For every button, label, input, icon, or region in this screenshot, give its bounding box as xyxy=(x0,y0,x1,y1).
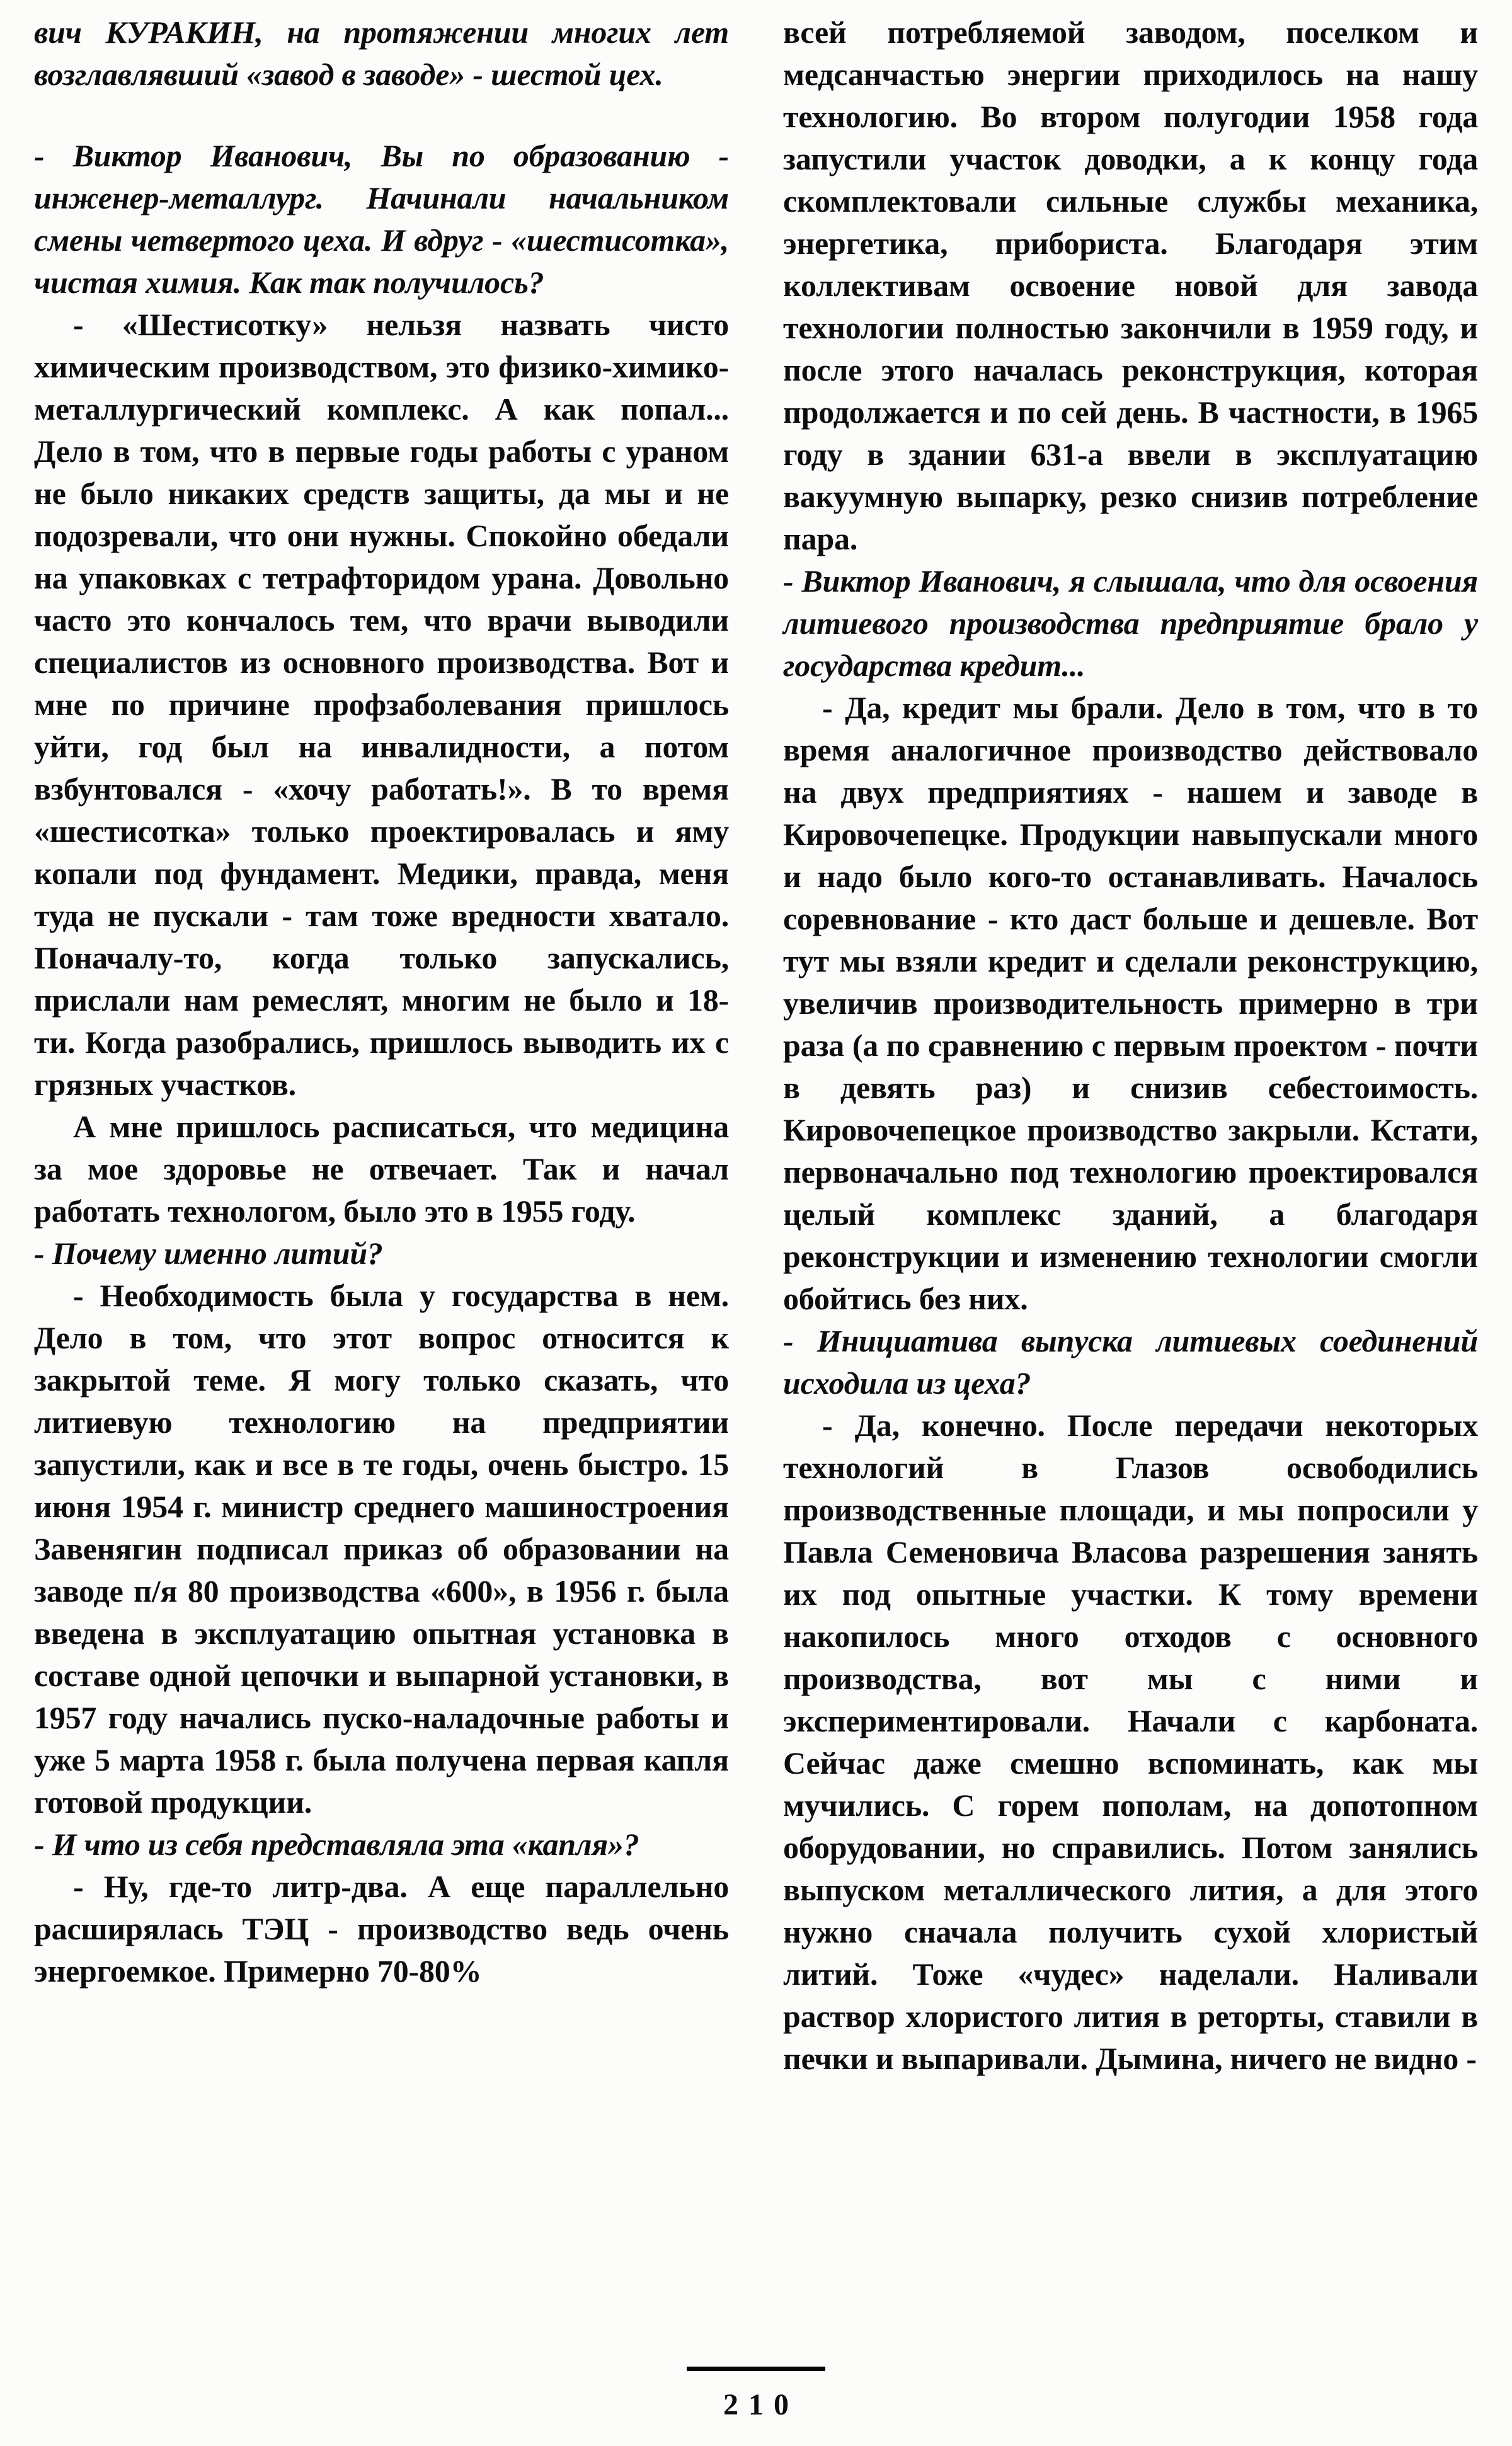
footer-rule xyxy=(687,2367,825,2371)
interview-answer: - Да, конечно. После передачи некоторых технологий в Глазов освободились производственные площади, и мы попросили у Павла Семеновича Власова разрешения занять их под опытные участки. К тому времени накопилось много отходов с основного производства, вот мы с ними и экспериментировали. Начали с карбоната. Сейчас даже смешно вспоминать, как мы мучились. С горем пополам, на допотопном оборудовании, но справились. Потом занялись выпуском металлического лития, а для этого нужно сначала получить сухой хлористый литий. Тоже «чудес» наделали. Наливали раствор хлористого лития в реторты, ставили в печки и выпаривали. Дымина, ничего не видно - xyxy=(783,1408,1478,2076)
interview-answer: А мне пришлось расписаться, что медицина за мое здоровье не отвечает. Так и начал работать технологом, было это в 1955 году. xyxy=(34,1109,729,1229)
left-column xyxy=(34,11,729,2080)
interview-answer: - Ну, где-то литр-два. А еще параллельно расширялась ТЭЦ - производство ведь очень энергоемкое. Примерно 70-80% xyxy=(34,1869,729,1989)
page-number: 210 xyxy=(723,2388,799,2421)
interview-question: - Инициатива выпуска литиевых соединений исходила из цеха? xyxy=(783,1323,1478,1401)
interview-answer: - Да, кредит мы брали. Дело в том, что в то время аналогичное производство действовало на двух предприятиях - нашем и заводе в Кировочепецке. Продукции навыпускали много и надо было кого-то останавливать. Началось соревнование - кто даст больше и дешевле. Вот тут мы взяли кредит и сделали реконструкцию, увеличив производительность примерно в три раза (а по сравнению с первым проектом - почти в девять раз) и снизив себестоимость. Кировочепецкое производство закрыли. Кстати, первоначально под технологию проектировался целый комплекс зданий, а благодаря реконструкции и изменению технологии смогли обойтись без них. xyxy=(783,690,1478,1316)
interview-answer: - Необходимость была у государства в нем. Дело в том, что этот вопрос относится к закрытой теме. Я могу только сказать, что литиевую технологию на предприятии запустили, как и все в те годы, очень быстро. 15 июня 1954 г. министр среднего машиностроения Завенягин подписал приказ об образовании на заводе п/я 80 производства «600», в 1956 г. была введена в эксплуатацию опытная установка в составе одной цепочки и выпарной установки, в 1957 году начались пуско-наладочные работы и уже 5 марта 1958 г. была получена первая капля готовой продукции. xyxy=(34,1278,729,1820)
interview-question: - Виктор Иванович, Вы по образованию - инженер-металлург. Начинали начальником смены четвертого цеха. И вдруг - «шестисотка», чистая химия. Как так получилось? xyxy=(34,138,729,300)
lead-in-paragraph: вич КУРАКИН, на протяжении многих лет возглавлявший «завод в заводе» - шестой цех. xyxy=(34,14,729,92)
page-footer xyxy=(0,2367,1512,2422)
interview-question: - Почему именно литий? xyxy=(34,1236,383,1271)
right-column xyxy=(783,11,1478,2080)
interview-question: - Виктор Иванович, я слышала, что для освоения литиевого производства предприятие брало у государства кредит... xyxy=(783,563,1478,683)
two-column-text-block xyxy=(34,11,1478,2080)
continuation-paragraph: всей потребляемой заводом, поселком и медсанчастью энергии приходилось на нашу технологию. Во втором полугодии 1958 года запустили участок доводки, а к концу года скомплектовали сильные службы механика, энергетика, прибориста. Благодаря этим коллективам освоение новой для завода технологии полностью закончили в 1959 году, и после этого началась реконструкция, которая продолжается и по сей день. В частности, в 1965 году в здании 631-а ввели в эксплуатацию вакуумную выпарку, резко снизив потребление пара. xyxy=(783,14,1478,556)
interview-question: - И что из себя представляла эта «капля»? xyxy=(34,1827,639,1862)
interview-answer: - «Шестисотку» нельзя назвать чисто химическим производством, это физико-химико-металлургический комплекс. А как попал... Дело в том, что в первые годы работы с ураном не было никаких средств защиты, да мы и не подозревали, что они нужны. Спокойно обедали на упаковках с тетрафторидом урана. Довольно часто это кончалось тем, что врачи выводили специалистов из основного производства. Вот и мне по причине профзаболевания пришлось уйти, год был на инвалидности, а потом взбунтовался - «хочу работать!». В то время «шестисотка» только проектировалась и яму копали под фундамент. Медики, правда, меня туда не пускали - там тоже вредности хватало. Поначалу-то, когда только запускались, прислали нам ремеслят, многим не было и 18-ти. Когда разобрались, пришлось выводить их с грязных участков. xyxy=(34,307,729,1102)
